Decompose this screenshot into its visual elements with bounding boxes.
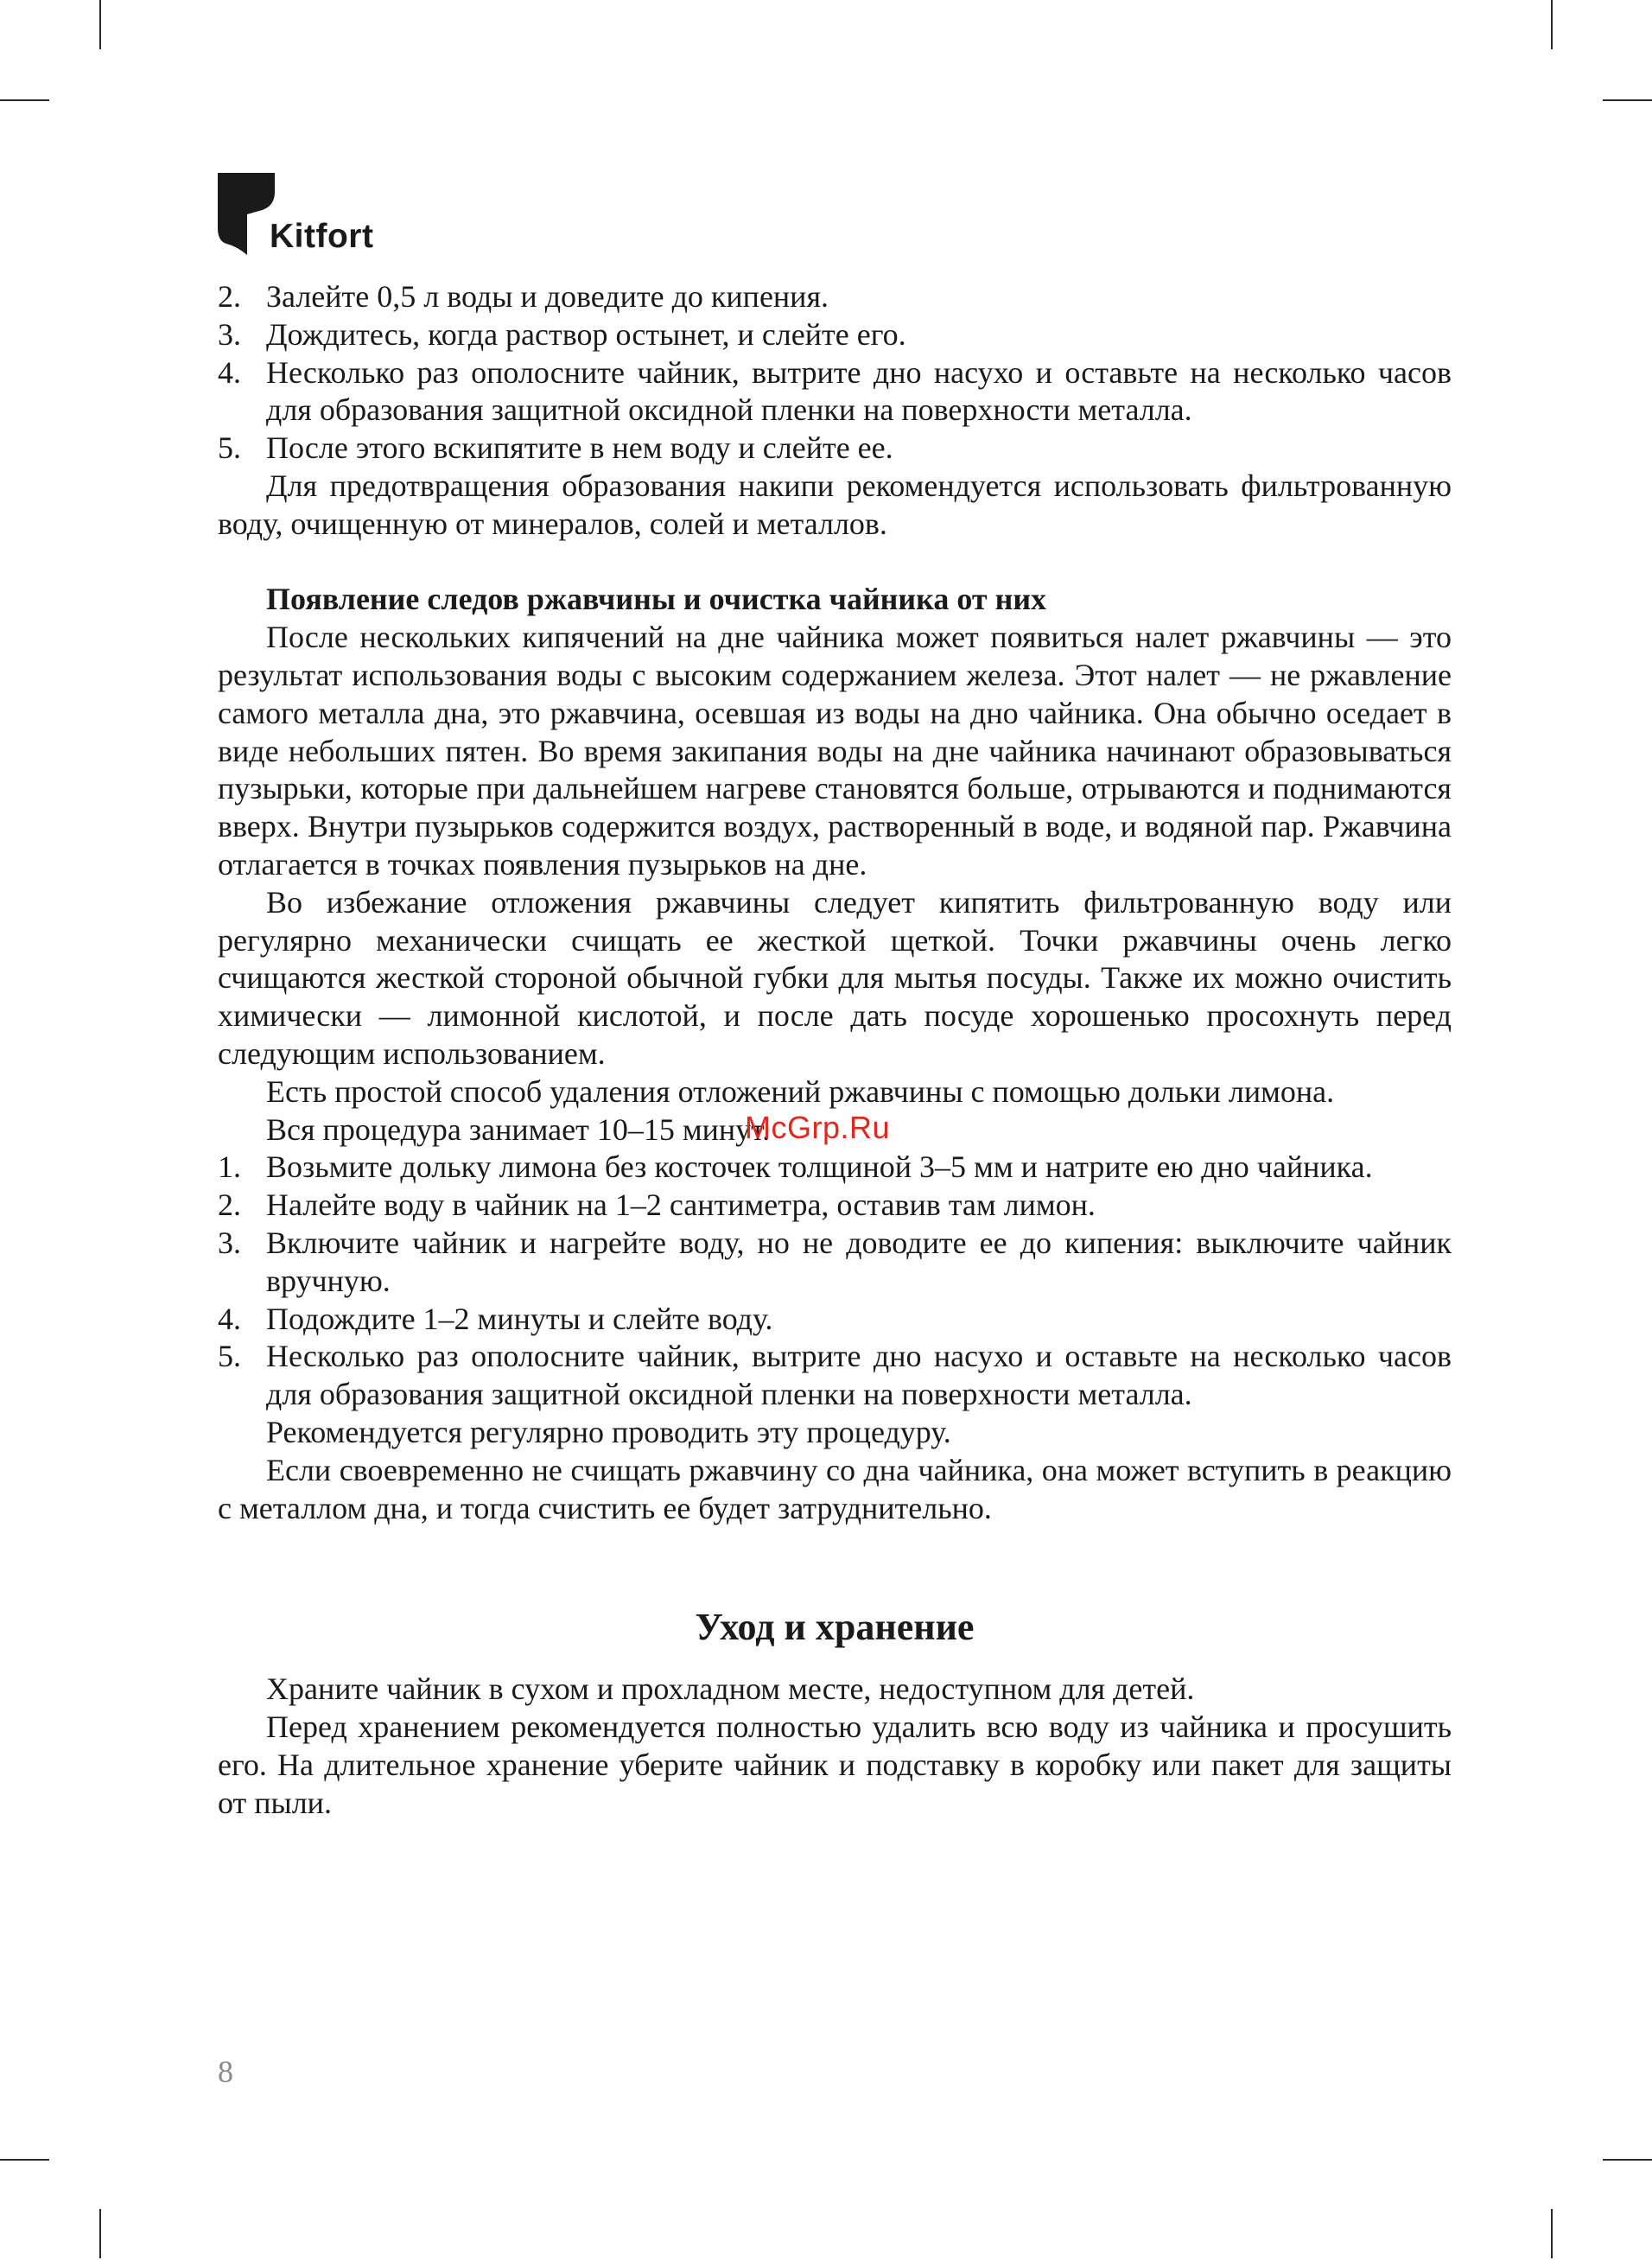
list-item: 2. Залейте 0,5 л воды и доведите до кипения. [218, 279, 829, 314]
page-number: 8 [218, 2054, 233, 2089]
list-item: 5. Несколько раз ополосните чайник, вытрите дно насухо и оставьте на несколько часов для образования защитной оксидной пленки на поверхности металла. [218, 1339, 1452, 1412]
list-item: 5. После этого вскипятите в нем воду и слейте ее. [218, 430, 893, 466]
rust-paragraph-6: Если своевременно не счищать ржавчину со дна чайника, она может вступить в реакцию с металлом дна, и тогда счистить ее будет затруднительно. [218, 1452, 1452, 1525]
page-content [218, 278, 1452, 1822]
list-item: 3. Включите чайник и нагрейте воду, но не доводите ее до кипения: выключите чайник вручную. [218, 1225, 1452, 1298]
crop-mark-right-bottom [1603, 2159, 1652, 2161]
crop-mark-top-left [99, 0, 101, 49]
rust-paragraph-2: Во избежание отложения ржавчины следует кипятить фильтрованную воду или регулярно механически счищать ее жесткой щеткой. Точки ржавчины очень легко счищаются жесткой стороной обычной губки для мытья посуды. Также их можно очистить химически — лимонной кислотой, и после дать посуде хорошенько просохнуть перед следующим использованием. [218, 884, 1452, 1071]
care-paragraph-1: Храните чайник в сухом и прохладном месте, недоступном для детей. [266, 1671, 1195, 1707]
list-item: 2. Налейте воду в чайник на 1–2 сантиметра, оставив там лимон. [218, 1187, 1096, 1223]
rust-paragraph-4: Вся процедура занимает 10–15 минут. [266, 1111, 771, 1147]
steps-list-b [218, 1149, 1452, 1414]
rust-paragraph-5: Рекомендуется регулярно проводить эту процедуру. [266, 1414, 951, 1449]
crop-mark-bottom-right [1551, 2209, 1553, 2258]
crop-mark-left-top [0, 99, 49, 101]
list-item: 4. Несколько раз ополосните чайник, вытрите дно насухо и оставьте на несколько часов для образования защитной оксидной пленки на поверхности металла. [218, 354, 1452, 428]
rust-heading: Появление следов ржавчины и очистка чайника от них [266, 582, 1047, 617]
rust-paragraph-3: Есть простой способ удаления отложений ржавчины с помощью дольки лимона. [266, 1073, 1335, 1109]
watermark-link[interactable]: McGrp.Ru [745, 1110, 891, 1145]
section-title-care: Уход и хранение [695, 1606, 975, 1649]
list-item: 1. Возьмите дольку лимона без косточек толщиной 3–5 мм и натрите ею дно чайника. [218, 1149, 1373, 1185]
brand-name: Kitfort [270, 218, 374, 255]
crop-mark-left-bottom [0, 2159, 49, 2161]
rust-paragraph-1: После нескольких кипячений на дне чайника может появиться налет ржавчины — это результат использования воды с высоким содержанием железа. Этот налет — не ржавление самого металла дна, это ржавчина, осевшая из воды на дно чайника. Она обычно оседает в виде небольших пятен. Во время закипания воды на дне чайника начинают образовываться пузырьки, которые при дальнейшем нагреве становятся больше, отрываются и поднимаются вверх. Внутри пузырьков содержится воздух, растворенный в воде, и водяной пар. Ржавчина отлагается в точках появления пузырьков на дне. [218, 620, 1452, 882]
crop-mark-top-right [1551, 0, 1553, 49]
scale-paragraph: Для предотвращения образования накипи рекомендуется использовать фильтрованную воду, очищенную от минералов, солей и металлов. [218, 468, 1452, 541]
care-paragraph-2: Перед хранением рекомендуется полностью удалить всю воду из чайника и просушить его. На длительное хранение уберите чайник и подставку в коробку или пакет для защиты от пыли. [218, 1709, 1452, 1820]
steps-list-a [218, 278, 1452, 468]
crop-mark-bottom-left [99, 2209, 101, 2258]
list-item: 4. Подождите 1–2 минуты и слейте воду. [218, 1301, 773, 1336]
list-item: 3. Дождитесь, когда раствор остынет, и слейте его. [218, 316, 906, 352]
crop-mark-right-top [1603, 99, 1652, 101]
